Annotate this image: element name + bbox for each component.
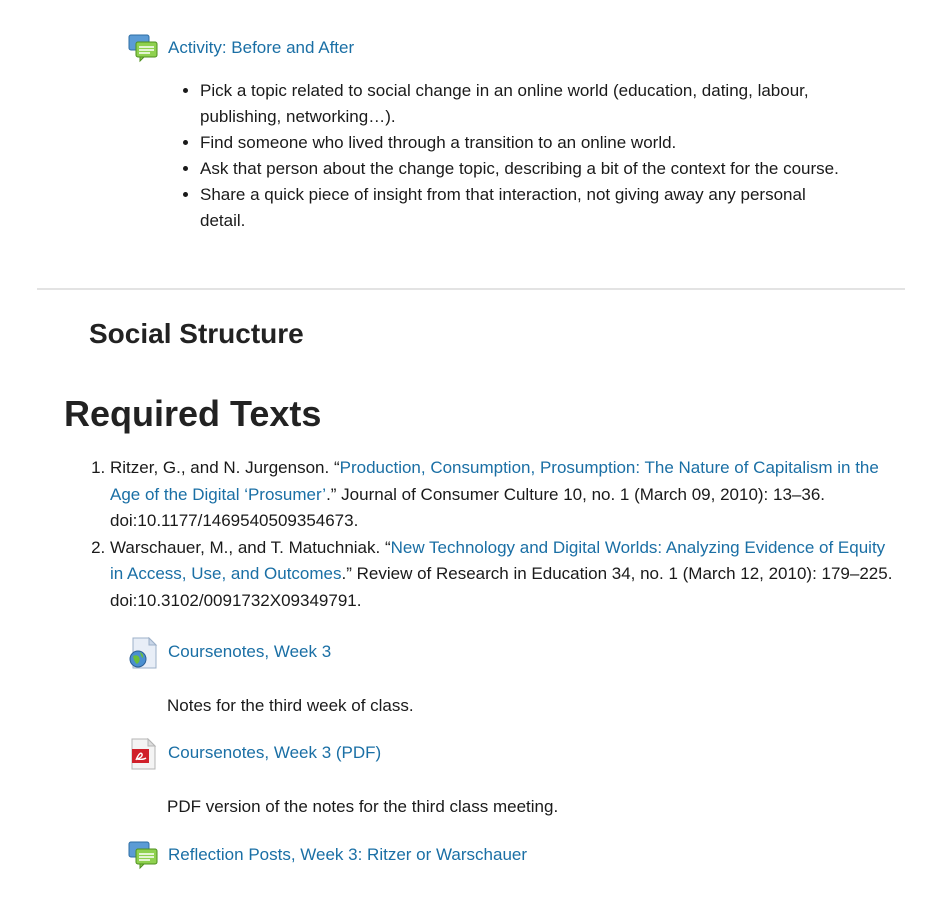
reference-suffix: .” Review of Research in Education 34, no. 1 (March 12, 2010): 179–225. doi:10.3102/0091732X09349791. bbox=[110, 564, 893, 610]
forum-icon bbox=[128, 33, 158, 63]
web-page-icon bbox=[128, 637, 158, 667]
resource-description: Notes for the third week of class. bbox=[167, 696, 414, 715]
resource-description: PDF version of the notes for the third class meeting. bbox=[167, 797, 559, 816]
activity-reflection-posts[interactable] bbox=[128, 840, 527, 870]
reference-item bbox=[110, 455, 900, 535]
resource-link[interactable]: Coursenotes, Week 3 (PDF) bbox=[168, 743, 382, 762]
list-item: • Share a quick piece of insight from that interaction, not giving away any personal detail. bbox=[200, 182, 850, 234]
list-item: • Pick a topic related to social change in an online world (education, dating, labour, publishing, networking…). bbox=[200, 78, 850, 130]
reference-prefix: Ritzer, G., and N. Jurgenson. “ bbox=[110, 458, 340, 477]
required-texts-list bbox=[90, 455, 900, 614]
list-item: • Find someone who lived through a transition to an online world. bbox=[200, 130, 850, 156]
reference-prefix: Warschauer, M., and T. Matuchniak. “ bbox=[110, 537, 391, 557]
resource-link[interactable]: Coursenotes, Week 3 bbox=[168, 642, 332, 661]
activity-instructions-list bbox=[180, 78, 850, 234]
list-item: • Ask that person about the change topic, describing a bit of the context for the course. bbox=[200, 156, 850, 182]
activity-before-after[interactable] bbox=[128, 33, 354, 63]
required-texts-heading: Required Texts bbox=[64, 393, 322, 434]
activity-link[interactable]: Activity: Before and After bbox=[168, 38, 355, 57]
reference-item bbox=[110, 535, 900, 615]
forum-icon bbox=[128, 840, 158, 870]
reference-link[interactable]: Production, Consumption, Prosumption: The Nature of Capitalism in the Age of the Digital ‘Prosumer’ bbox=[110, 458, 879, 504]
reference-link[interactable]: New Technology and Digital Worlds: Analyzing Evidence of Equity in Access, Use, and Outcomes bbox=[110, 537, 886, 583]
resource-coursenotes-pdf[interactable] bbox=[128, 738, 381, 768]
resource-coursenotes[interactable] bbox=[128, 637, 331, 667]
reference-suffix: .” Journal of Consumer Culture 10, no. 1 (March 09, 2010): 13–36. doi:10.1177/1469540509354673. bbox=[110, 484, 825, 530]
pdf-icon bbox=[128, 738, 158, 768]
activity-link[interactable]: Reflection Posts, Week 3: Ritzer or Warschauer bbox=[168, 845, 528, 864]
section-title: Social Structure bbox=[89, 318, 304, 349]
section-divider bbox=[37, 288, 905, 290]
